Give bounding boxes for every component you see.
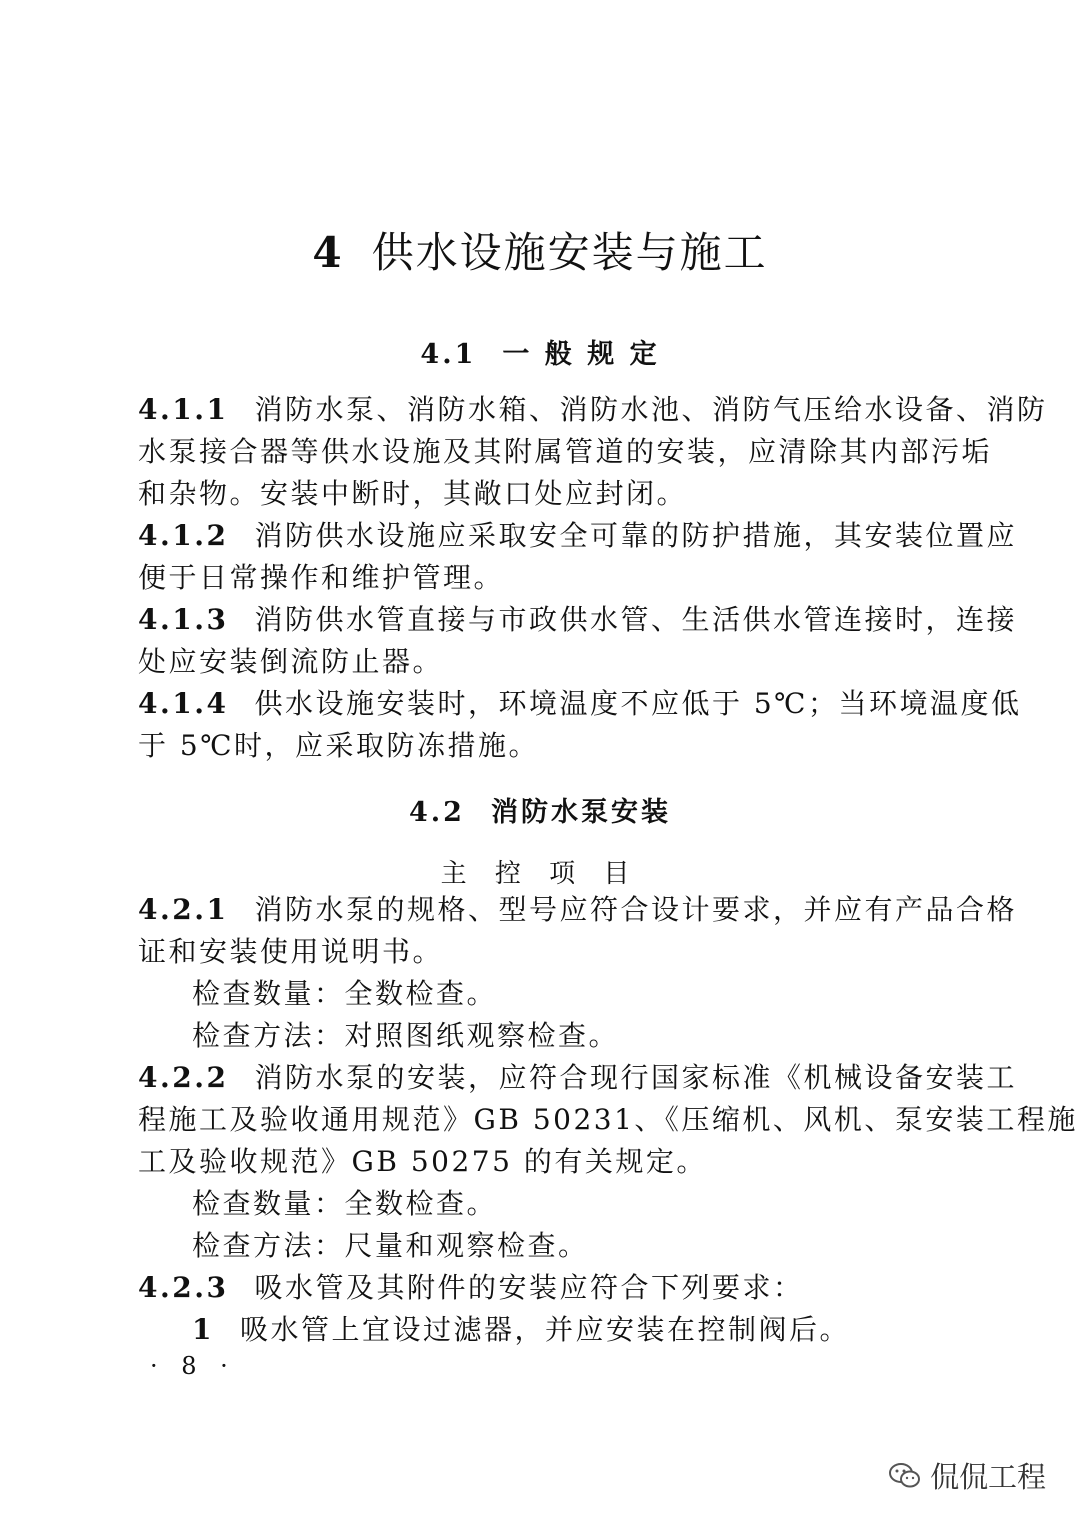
clause-text: 吸水管及其附件的安装应符合下列要求： [254, 1271, 804, 1304]
watermark-text: 侃侃工程 [929, 1460, 1046, 1494]
clause-number-4-2-2: 4.2.2 [138, 1061, 229, 1094]
section-number: 4.2 [409, 797, 465, 828]
check-method: 检查方法：尺量和观察检查。 [192, 1229, 589, 1262]
chapter-number: 4 [312, 228, 344, 277]
list-item-number: 1 [192, 1313, 214, 1346]
clause-number-4-1-4: 4.1.4 [138, 687, 229, 720]
wechat-icon [888, 1461, 922, 1491]
clause-number-4-1-2: 4.1.2 [138, 519, 229, 552]
clause-number-4-2-1: 4.2.1 [138, 893, 229, 926]
subsection-title: 主 控 项 目 [440, 859, 640, 889]
clause-line: 程施工及验收通用规范》GB 50231、《压缩机、风机、泵安装工程施 [138, 1103, 1078, 1136]
section-title-4-1 [0, 332, 1080, 371]
clause-line [138, 1268, 803, 1308]
list-item-text: 吸水管上宜设过滤器，并应安装在控制阀后。 [239, 1313, 850, 1346]
clause-text: 供水设施安装时，环境温度不应低于 5℃；当环境温度低 [254, 687, 1022, 720]
section-title-text: 一 般 规 定 [502, 339, 660, 370]
chapter-title-text: 供水设施安装与施工 [371, 228, 768, 277]
clause-line: 水泵接合器等供水设施及其附属管道的安装，应清除其内部污垢 [138, 435, 993, 468]
clause-line: 和杂物。安装中断时，其敞口处应封闭。 [138, 477, 688, 510]
clause-line [138, 1058, 1017, 1098]
clause-number-4-1-1: 4.1.1 [138, 393, 229, 426]
clause-number-4-1-3: 4.1.3 [138, 603, 229, 636]
clause-line: 便于日常操作和维护管理。 [138, 561, 505, 594]
clause-text: 消防供水设施应采取安全可靠的防护措施，其安装位置应 [254, 519, 1017, 552]
clause-line [138, 516, 1017, 556]
check-method: 检查方法：对照图纸观察检查。 [192, 1019, 620, 1052]
clause-line [138, 600, 1017, 640]
clause-line [138, 390, 1047, 430]
clause-line: 工及验收规范》GB 50275 的有关规定。 [138, 1145, 707, 1178]
clause-number-4-2-3: 4.2.3 [138, 1271, 229, 1304]
clause-line: 处应安装倒流防止器。 [138, 645, 444, 678]
clause-text: 消防水泵的安装，应符合现行国家标准《机械设备安装工 [254, 1061, 1017, 1094]
clause-line [138, 890, 1017, 930]
clause-line: 于 5℃时，应采取防冻措施。 [138, 729, 540, 762]
section-title-text: 消防水泵安装 [490, 797, 671, 828]
clause-text: 消防水泵的规格、型号应符合设计要求，并应有产品合格 [254, 893, 1017, 926]
check-quantity: 检查数量：全数检查。 [192, 977, 498, 1010]
clause-text: 消防水泵、消防水箱、消防水池、消防气压给水设备、消防 [254, 393, 1048, 426]
check-quantity: 检查数量：全数检查。 [192, 1187, 498, 1220]
list-item [192, 1310, 850, 1350]
clause-text: 消防供水管直接与市政供水管、生活供水管连接时，连接 [254, 603, 1017, 636]
clause-line [138, 684, 1022, 724]
chapter-title [0, 220, 1080, 280]
section-title-4-2 [0, 790, 1080, 829]
clause-line: 证和安装使用说明书。 [138, 935, 444, 968]
watermark [888, 1455, 1046, 1496]
section-number: 4.1 [420, 339, 477, 370]
page-number: · 8 · [150, 1352, 236, 1380]
